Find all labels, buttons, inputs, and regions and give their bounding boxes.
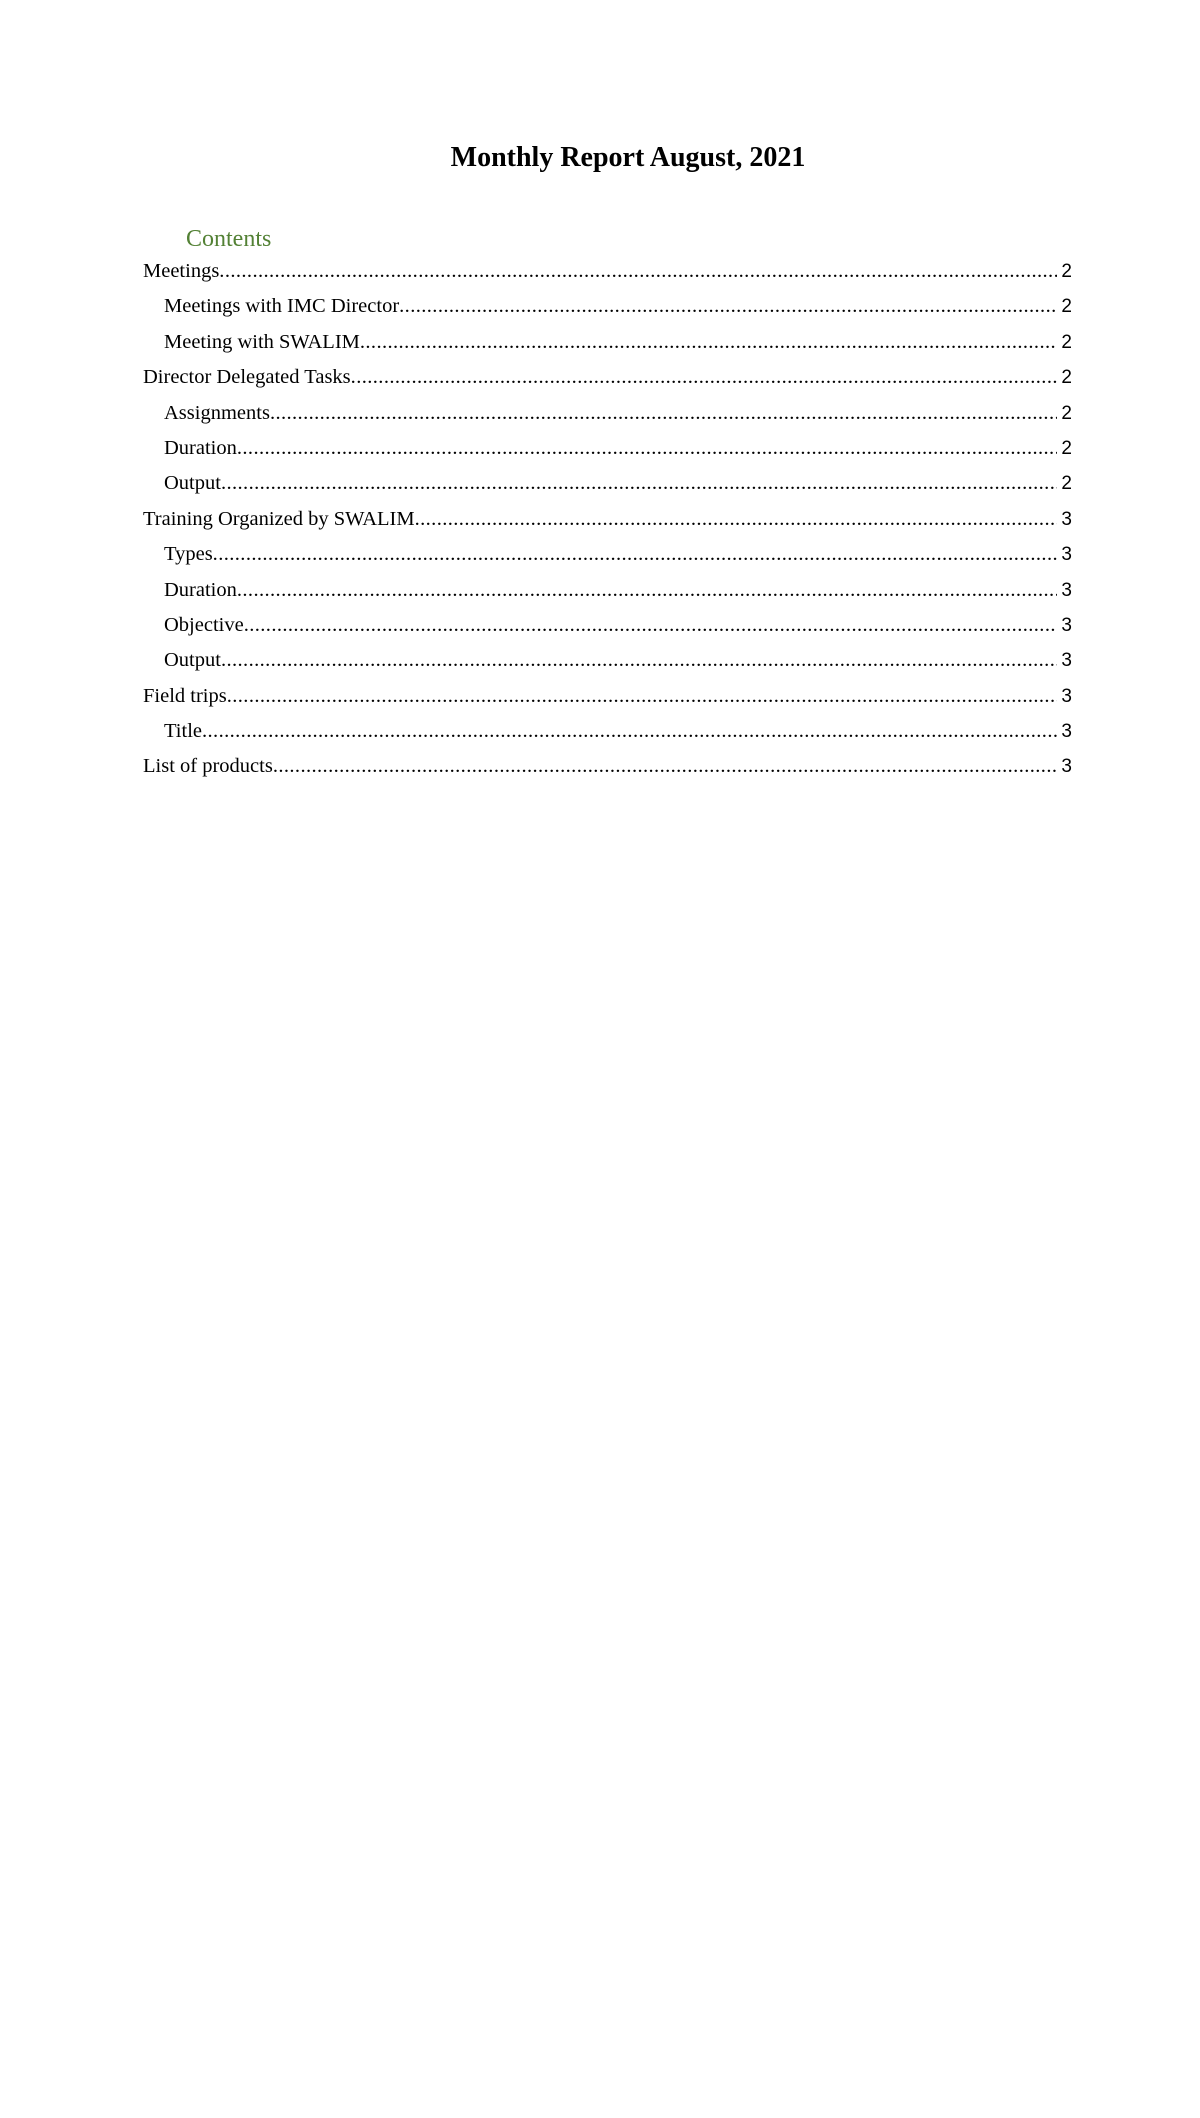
toc-entry-title: Director Delegated Tasks [143, 366, 351, 389]
toc-entry-title: Meeting with SWALIM [164, 330, 360, 353]
toc-dot-leader [360, 325, 1058, 360]
toc-dot-leader [399, 289, 1057, 324]
toc-entry-title: Duration [164, 436, 237, 459]
toc-entry-page-number: 3 [1061, 721, 1072, 743]
toc-dot-leader [270, 396, 1057, 431]
toc-dot-leader [273, 749, 1058, 784]
toc-heading: Contents [186, 226, 272, 252]
toc-dot-leader [213, 537, 1058, 572]
toc-entry-title: Output [164, 649, 221, 672]
toc-entry-title: Types [164, 543, 213, 566]
toc-entry-title: Duration [164, 578, 237, 601]
toc-entry-page-number: 2 [1061, 402, 1072, 424]
toc-dot-leader [221, 466, 1057, 501]
toc-entry-page-number: 3 [1061, 756, 1072, 778]
toc-entry[interactable] [143, 679, 1072, 714]
toc-entry-title: Objective [164, 613, 244, 636]
toc-entry-title: List of products [143, 755, 273, 778]
toc-entry-page-number: 3 [1061, 650, 1072, 672]
toc-entry[interactable] [143, 289, 1072, 324]
toc-entry[interactable] [143, 431, 1072, 466]
toc-entry-page-number: 2 [1061, 331, 1072, 353]
toc-entry-page-number: 2 [1061, 437, 1072, 459]
toc-entry[interactable] [143, 749, 1072, 784]
toc-dot-leader [415, 502, 1058, 537]
toc-entry-title: Meetings with IMC Director [164, 295, 400, 318]
toc-entry-page-number: 3 [1061, 508, 1072, 530]
toc-dot-leader [244, 608, 1058, 643]
toc-entry-title: Meetings [143, 260, 220, 282]
toc-entry-page-number: 3 [1061, 685, 1072, 707]
toc-entry[interactable] [143, 360, 1072, 395]
toc-entry-page-number: 2 [1061, 473, 1072, 495]
toc-dot-leader [219, 254, 1057, 289]
table-of-contents [143, 254, 1072, 785]
toc-entry[interactable] [143, 396, 1072, 431]
toc-entry[interactable] [143, 643, 1072, 678]
toc-dot-leader [351, 360, 1058, 395]
toc-entry-page-number: 3 [1061, 544, 1072, 566]
toc-entry-page-number: 2 [1061, 367, 1072, 389]
toc-entry[interactable] [143, 573, 1072, 608]
toc-entry[interactable] [143, 537, 1072, 572]
toc-entry-page-number: 2 [1061, 261, 1072, 282]
toc-entry-page-number: 2 [1061, 296, 1072, 318]
toc-entry-title: Assignments [164, 401, 270, 424]
toc-dot-leader [237, 431, 1058, 466]
toc-entry[interactable] [143, 502, 1072, 537]
toc-entry[interactable] [143, 714, 1072, 749]
toc-dot-leader [227, 679, 1058, 714]
toc-dot-leader [237, 573, 1058, 608]
toc-entry[interactable] [143, 254, 1072, 289]
toc-entry-page-number: 3 [1061, 614, 1072, 636]
toc-entry[interactable] [143, 325, 1072, 360]
toc-entry-title: Field trips [143, 684, 227, 707]
document-title: Monthly Report August, 2021 [450, 142, 806, 173]
toc-entry[interactable] [143, 608, 1072, 643]
toc-entry[interactable] [143, 466, 1072, 501]
toc-entry-title: Title [164, 720, 202, 743]
toc-entry-page-number: 3 [1061, 579, 1072, 601]
toc-entry-title: Output [164, 472, 221, 495]
toc-entry-title: Training Organized by SWALIM [143, 507, 415, 530]
toc-dot-leader [202, 714, 1057, 749]
toc-dot-leader [221, 643, 1057, 678]
